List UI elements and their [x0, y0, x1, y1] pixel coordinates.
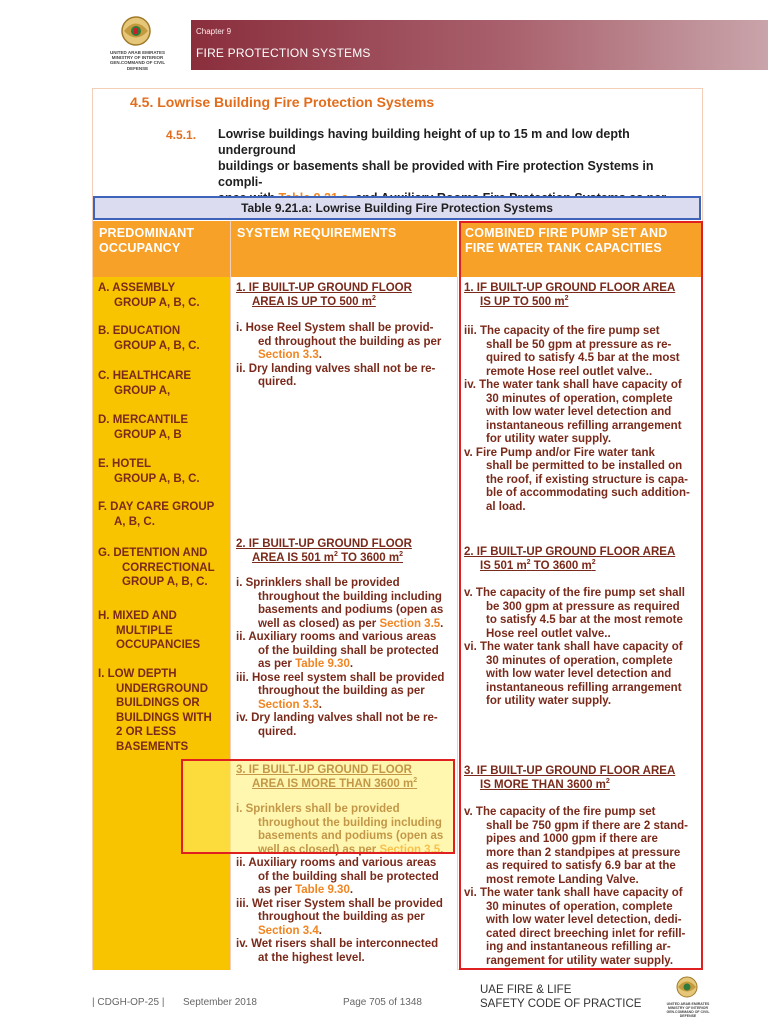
- section-link[interactable]: Section 3.3: [258, 698, 319, 711]
- paragraph-line: buildings or basements shall be provided with Fire protection Systems in compli-: [218, 159, 654, 189]
- table-caption: Table 9.21.a: Lowrise Building Fire Protection Systems: [93, 196, 701, 220]
- emblem-line: MINISTRY OF INTERIOR: [111, 55, 164, 61]
- capacity-items-1: iii. The capacity of the fire pump set shall be 50 gpm at pressure as re- quired to satisfy 4.5 bar at the most remote Hose reel outlet valve.. iv. The water tank shall have capacity of 30 minutes of operation, complete with low water level detection and instantaneous refilling arrangement for utility water supply. v. Fire Pump and/or Fire water tank shall be permitted to be installed on the roof, if existing structure is capa- ble of accommodating such addition- al load.: [464, 325, 690, 513]
- occupancy-b: B. EDUCATION GROUP A, B, C.: [98, 325, 200, 352]
- occupancy-i: I. LOW DEPTH UNDERGROUND BUILDINGS OR BUILDINGS WITH 2 OR LESS BASEMENTS: [98, 668, 212, 753]
- column-header-occupancy: PREDOMINANT OCCUPANCY: [93, 221, 230, 277]
- capacity-heading-2: 2. IF BUILT-UP GROUND FLOOR AREA IS 501 $m^2$ TO 3600 $m^2$: [464, 546, 676, 572]
- table-link[interactable]: Table 9.30: [295, 884, 350, 896]
- occupancy-a: A. ASSEMBLY GROUP A, B, C.: [98, 282, 200, 309]
- occupancy-g: G. DETENTION AND CORRECTIONAL GROUP A, B, C.: [98, 547, 215, 588]
- footer-code-title: UAE FIRE & LIFE SAFETY CODE OF PRACTICE: [480, 984, 642, 1010]
- section-title: 4.5. Lowrise Building Fire Protection Systems: [130, 94, 435, 110]
- emblem-line: UNITED ARAB EMIRATES: [110, 50, 165, 55]
- occupancy-f: F. DAY CARE GROUP A, B, C.: [98, 501, 215, 528]
- chapter-label: Chapter 9: [196, 27, 232, 36]
- chapter-header-band: [191, 20, 768, 70]
- footer-date: September 2018: [183, 997, 257, 1008]
- occupancy-d: D. MERCANTILE GROUP A, B: [98, 414, 189, 441]
- capacity-heading-3: 3. IF BUILT-UP GROUND FLOOR AREA IS MORE THAN 3600 $m^2$: [464, 765, 676, 791]
- paragraph-number: 4.5.1.: [166, 128, 197, 142]
- requirement-items-2: i. Sprinklers shall be provided throughout the building including basements and podiums (open as well as closed) as per Section 3.5. ii. Auxiliary rooms and various areas of the building shall be protected as per Table 9.30. iii. Hose reel system shall be provided throughout the building as per Section 3.3. iv. Dry landing valves shall not be re- quired.: [236, 577, 445, 738]
- occupancy-c: C. HEALTHCARE GROUP A,: [98, 370, 192, 397]
- section-link[interactable]: Section 3.5: [379, 617, 441, 630]
- section-link[interactable]: Section 3.3: [258, 349, 319, 361]
- capacity-heading-1: 1. IF BUILT-UP GROUND FLOOR AREA IS UP TO 500 $m^2$: [464, 282, 676, 308]
- emblem-line: GEN.COMMAND OF CIVIL DEFENSE: [109, 60, 166, 71]
- requirement-items-3: ii. Auxiliary rooms and various areas of the building shall be protected as per Table 9.30. iii. Wet riser System shall be provided throughout the building as per Section 3.4. iv. Wet risers shall be interconnected at the highest level.: [236, 803, 454, 965]
- occupancy-h: H. MIXED AND MULTIPLE OCCUPANCIES: [98, 610, 201, 651]
- paragraph-line: Lowrise buildings having building height of up to 15 m and low depth underground: [218, 127, 630, 157]
- emblem-caption: [100, 50, 175, 71]
- column-header-requirements: SYSTEM REQUIREMENTS: [231, 221, 457, 277]
- requirement-items-1: i. Hose Reel System shall be provid- ed throughout the building as per Section 3.3. ii. Dry landing valves shall not be re- quired.: [236, 322, 442, 388]
- capacity-items-2: v. The capacity of the fire pump set shall be 300 gpm at pressure as required to satisfy 4.5 bar at the most remote Hose reel outlet valve.. vi. The water tank shall have capacity of 30 minutes of operation, complete with low water level detection and instantaneous refilling arrangement for utility water supply.: [464, 587, 685, 707]
- footer-page-number: Page 705 of 1348: [343, 997, 422, 1008]
- capacity-items-3: v. The capacity of the fire pump set shall be 750 gpm if there are 2 stand- pipes and 1000 gpm if there are more than 2 standpipes at pressure as required to satisfy 6.9 bar at the most remote Landing Valve. vi. The water tank shall have capacity of 30 minutes of operation, complete with low water level detection, dedi- cated direct breeching inlet for refill- ing and instantaneous refilling ar- rangement for utility water supply.: [464, 806, 688, 967]
- requirement-heading-1: 1. IF BUILT-UP GROUND FLOOR AREA IS UP TO 500 $m^2$: [236, 282, 412, 308]
- table-link[interactable]: Table 9.30: [295, 658, 350, 670]
- occupancy-e: E. HOTEL GROUP A, B, C.: [98, 458, 200, 485]
- highlight-annotation[interactable]: [181, 759, 455, 854]
- column-divider: [230, 221, 231, 970]
- column-header-capacities: COMBINED FIRE PUMP SET AND FIRE WATER TANK CAPACITIES: [459, 221, 703, 277]
- footer-doc-code: | CDGH-OP-25 |: [92, 997, 165, 1008]
- section-link[interactable]: Section 3.4: [258, 924, 319, 937]
- chapter-title: FIRE PROTECTION SYSTEMS: [196, 46, 371, 60]
- footer-emblem-caption: UNITED ARAB EMIRATES MINISTRY OF INTERIOR GEN.COMMAND OF CIVIL DEFENSE: [666, 1002, 710, 1018]
- requirement-heading-2: 2. IF BUILT-UP GROUND FLOOR AREA IS 501 $m^2$ TO 3600 $m^2$: [236, 538, 412, 564]
